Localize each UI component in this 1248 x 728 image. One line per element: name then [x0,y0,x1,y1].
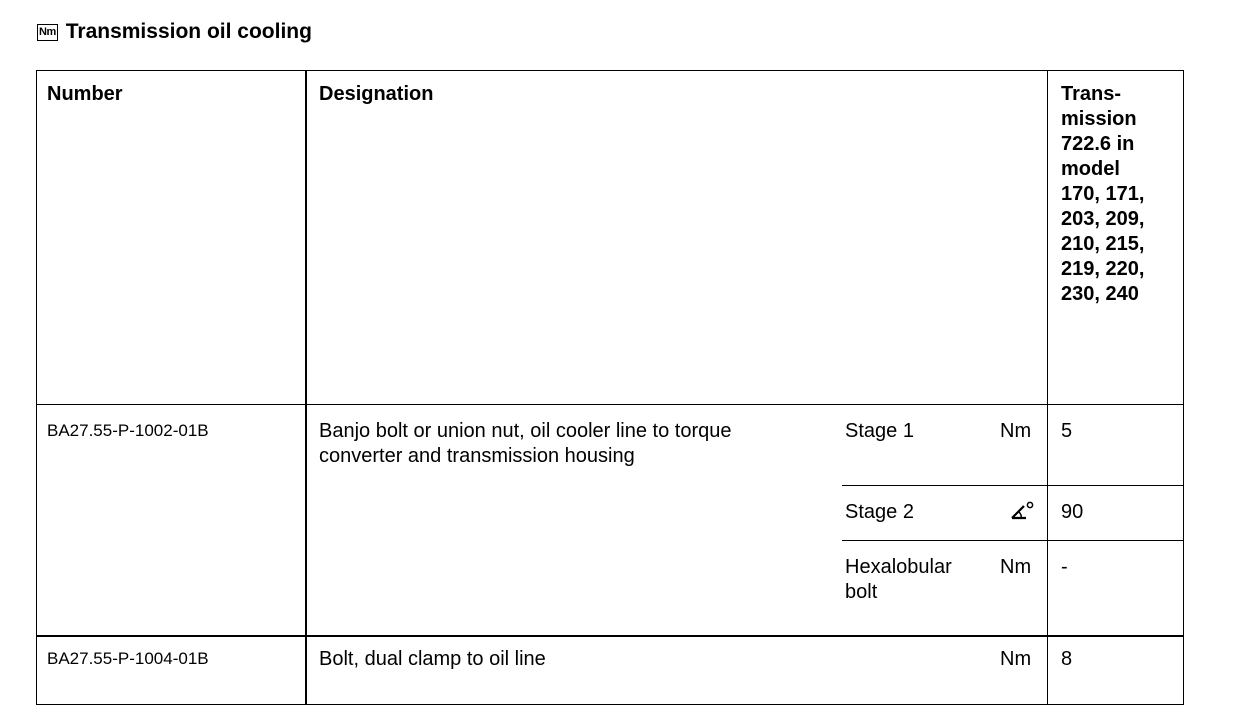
stage-value: 90 [1061,501,1084,523]
stage-label: Hexalobular bolt [845,556,952,603]
stage-unit: Nm [1000,420,1032,442]
row-number: BA27.55-P-1004-01B [47,649,209,668]
stage-label: Stage 2 [845,501,914,523]
row-designation: Bolt, dual clamp to oil line [319,648,546,670]
row-number: BA27.55-P-1002-01B [47,421,209,440]
section-title-text: Transmission oil cooling [65,20,312,43]
row-unit: Nm [1000,648,1032,670]
stage-value: - [1061,556,1068,578]
row-value: 8 [1061,648,1073,670]
row-divider [842,485,1183,486]
stage-unit: Nm [1000,556,1032,578]
row-divider [37,635,1183,637]
torque-table [36,70,1184,705]
nm-torque-icon: Nm [37,24,58,41]
row-designation: Banjo bolt or union nut, oil cooler line to torque converter and transmission housing [319,420,732,467]
header-number: Number [47,83,123,105]
column-divider [305,71,307,704]
header-transmission: Trans- mission 722.6 in model 170, 171, 203, 209, 210, 215, 219, 220, 230, 240 [1061,83,1145,305]
header-designation: Designation [319,83,434,105]
angle-degree-icon [1009,499,1035,528]
column-divider [1047,71,1048,704]
row-divider [37,404,1183,405]
section-title [37,20,312,44]
row-divider [842,540,1183,541]
stage-value: 5 [1061,420,1073,442]
stage-label: Stage 1 [845,420,914,442]
